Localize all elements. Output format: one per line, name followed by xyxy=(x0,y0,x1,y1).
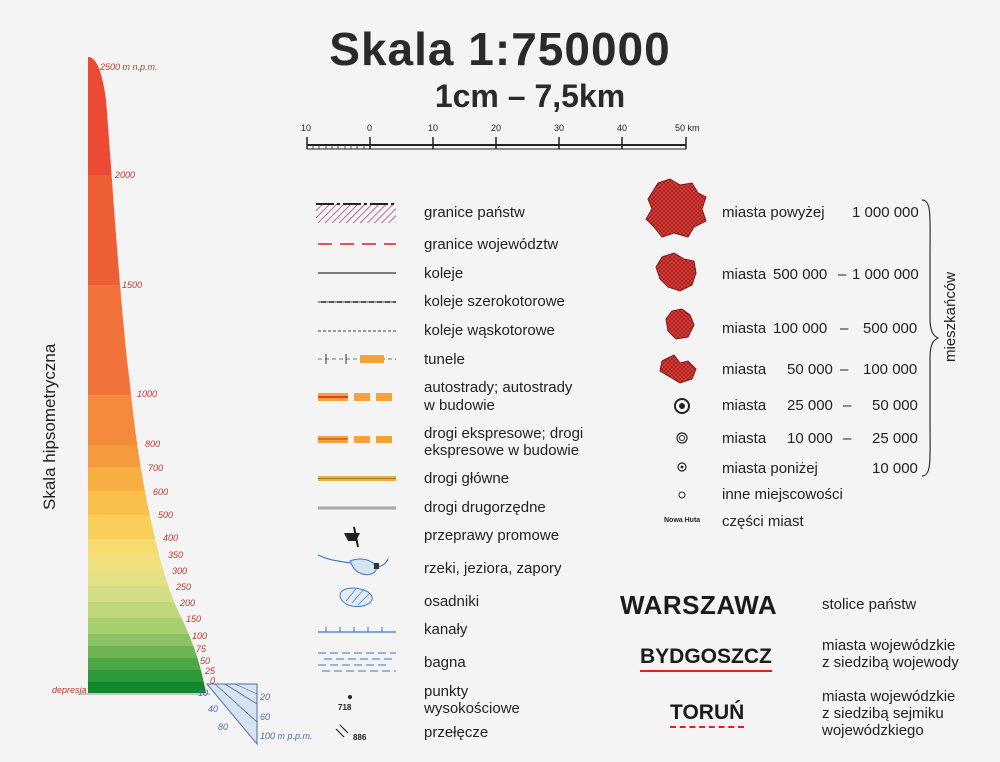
hyp-label: 25 xyxy=(205,666,216,676)
hypsometric-title: Skala hipsometryczna xyxy=(40,343,59,510)
legend-symbols xyxy=(310,195,405,755)
hyp-label: 0 xyxy=(210,676,216,686)
city-row-dash: – xyxy=(843,397,852,414)
legend-label: bagna xyxy=(424,654,466,671)
legend-label: wysokościowe xyxy=(424,700,520,717)
hyp-label: 350 xyxy=(168,550,184,560)
city-row-label: miasta xyxy=(722,430,767,447)
city-row-to: 1 000 000 xyxy=(852,266,919,283)
city-row-to: 500 000 xyxy=(863,320,918,337)
legend-label: autostrady; autostrady xyxy=(424,379,573,396)
capital-desc: stolice państw xyxy=(822,596,917,613)
city-row-from: 500 000 xyxy=(773,266,828,283)
depth-label: 80 xyxy=(218,722,229,732)
legend-label: drogi ekspresowe; drogi xyxy=(424,425,584,442)
sejmik-desc: z siedzibą sejmiku xyxy=(822,705,944,722)
legend-label: koleje xyxy=(424,265,464,282)
hyp-label: 250 xyxy=(176,582,192,592)
legend-label: rzeki, jeziora, zapory xyxy=(424,560,562,577)
legend-label: ekspresowe w budowie xyxy=(424,442,580,459)
legend-label: tunele xyxy=(424,351,465,368)
map-scale-subtitle: 1cm – 7,5km xyxy=(434,78,626,114)
hyp-label: 2000 xyxy=(115,170,136,180)
sejmik-city-sample: TORUŃ xyxy=(670,701,744,728)
hyp-label: 200 xyxy=(180,598,196,608)
brace-label: mieszkańców xyxy=(942,271,959,362)
legend-label: granice województw xyxy=(424,236,559,253)
depth-label: 40 xyxy=(208,704,219,714)
city-row-label: miasta powyżej xyxy=(722,204,825,221)
hyp-label: 700 xyxy=(148,463,164,473)
voivodeship-city-sample: BYDGOSZCZ xyxy=(640,645,772,672)
map-scale-title: Skala 1:750000 xyxy=(329,23,671,75)
scale-tick: 10 xyxy=(428,123,439,133)
scale-tick: 40 xyxy=(617,123,628,133)
scale-bar-ticks xyxy=(300,123,700,135)
voivodeship-desc: miasta wojewódzkie xyxy=(822,637,956,654)
scale-tick: 10 xyxy=(301,123,312,133)
hyp-label: 1000 xyxy=(137,389,158,399)
capital-sample: WARSZAWA xyxy=(620,590,778,620)
legend-label: przeprawy promowe xyxy=(424,527,560,544)
other-places-label: inne miejscowości xyxy=(722,486,843,503)
city-row-to: 50 000 xyxy=(872,397,918,414)
legend-label: granice państw xyxy=(424,204,525,221)
city-symbols xyxy=(640,175,720,535)
spot-height-value: 718 xyxy=(338,703,352,712)
sejmik-desc: miasta wojewódzkie xyxy=(822,688,956,705)
hyp-label: 75 xyxy=(196,644,207,654)
hyp-label: 600 xyxy=(153,487,169,497)
legend-label: koleje wąskotorowe xyxy=(424,322,555,339)
pass-height-value: 886 xyxy=(353,733,367,742)
scale-tick: 30 xyxy=(554,123,565,133)
city-row-label: miasta poniżej xyxy=(722,460,818,477)
city-row-to: 100 000 xyxy=(863,361,918,378)
district-sample: Nowa Huta xyxy=(664,517,701,524)
depth-label: 10 xyxy=(198,688,209,698)
district-label: części miast xyxy=(722,513,804,530)
hyp-label: 300 xyxy=(172,566,188,576)
city-row-dash: – xyxy=(838,266,847,283)
hyp-label: 800 xyxy=(145,439,161,449)
city-row-to: 10 000 xyxy=(872,460,918,477)
city-row-label: miasta xyxy=(722,320,767,337)
legend-label: koleje szerokotorowe xyxy=(424,293,565,310)
city-row-to: 25 000 xyxy=(872,430,918,447)
legend-label: w budowie xyxy=(424,397,495,414)
depth-label: 60 xyxy=(260,712,271,722)
hyp-top-label: 2500 m n.p.m. xyxy=(100,62,158,72)
sejmik-desc: wojewódzkiego xyxy=(822,722,924,739)
depth-label: 100 m p.p.m. xyxy=(260,731,313,741)
scale-tick: 0 xyxy=(367,123,373,133)
city-row-to: 1 000 000 xyxy=(852,204,919,221)
city-row-from: 50 000 xyxy=(787,361,833,378)
depth-label: 20 xyxy=(260,692,271,702)
city-row-dash: – xyxy=(840,361,849,378)
scale-tick: 20 xyxy=(491,123,502,133)
city-row-dash: – xyxy=(843,430,852,447)
city-row-label: miasta xyxy=(722,266,767,283)
city-row-from: 10 000 xyxy=(787,430,833,447)
hyp-label: 100 xyxy=(192,631,208,641)
voivodeship-desc: z siedzibą wojewody xyxy=(822,654,959,671)
legend-label: punkty xyxy=(424,683,469,700)
legend-label: drogi drugorzędne xyxy=(424,499,546,516)
depth-wedge xyxy=(205,682,265,762)
hyp-label: 1500 xyxy=(122,280,143,290)
hyp-label: 400 xyxy=(163,533,179,543)
city-row-label: miasta xyxy=(722,361,767,378)
hypsometric-wedge xyxy=(80,55,220,705)
city-row-label: miasta xyxy=(722,397,767,414)
depression-label: depresja xyxy=(52,685,87,695)
hyp-label: 150 xyxy=(186,614,202,624)
brace xyxy=(920,198,940,478)
hyp-label: 50 xyxy=(200,656,211,666)
city-row-from: 25 000 xyxy=(787,397,833,414)
city-row-from: 100 000 xyxy=(773,320,828,337)
legend-label: kanały xyxy=(424,621,468,638)
scale-tick: 50 km xyxy=(675,123,700,133)
legend-label: przełęcze xyxy=(424,724,489,741)
legend-label: drogi główne xyxy=(424,470,510,487)
city-row-dash: – xyxy=(840,320,849,337)
hyp-label: 500 xyxy=(158,510,174,520)
legend-label: osadniki xyxy=(424,593,480,610)
